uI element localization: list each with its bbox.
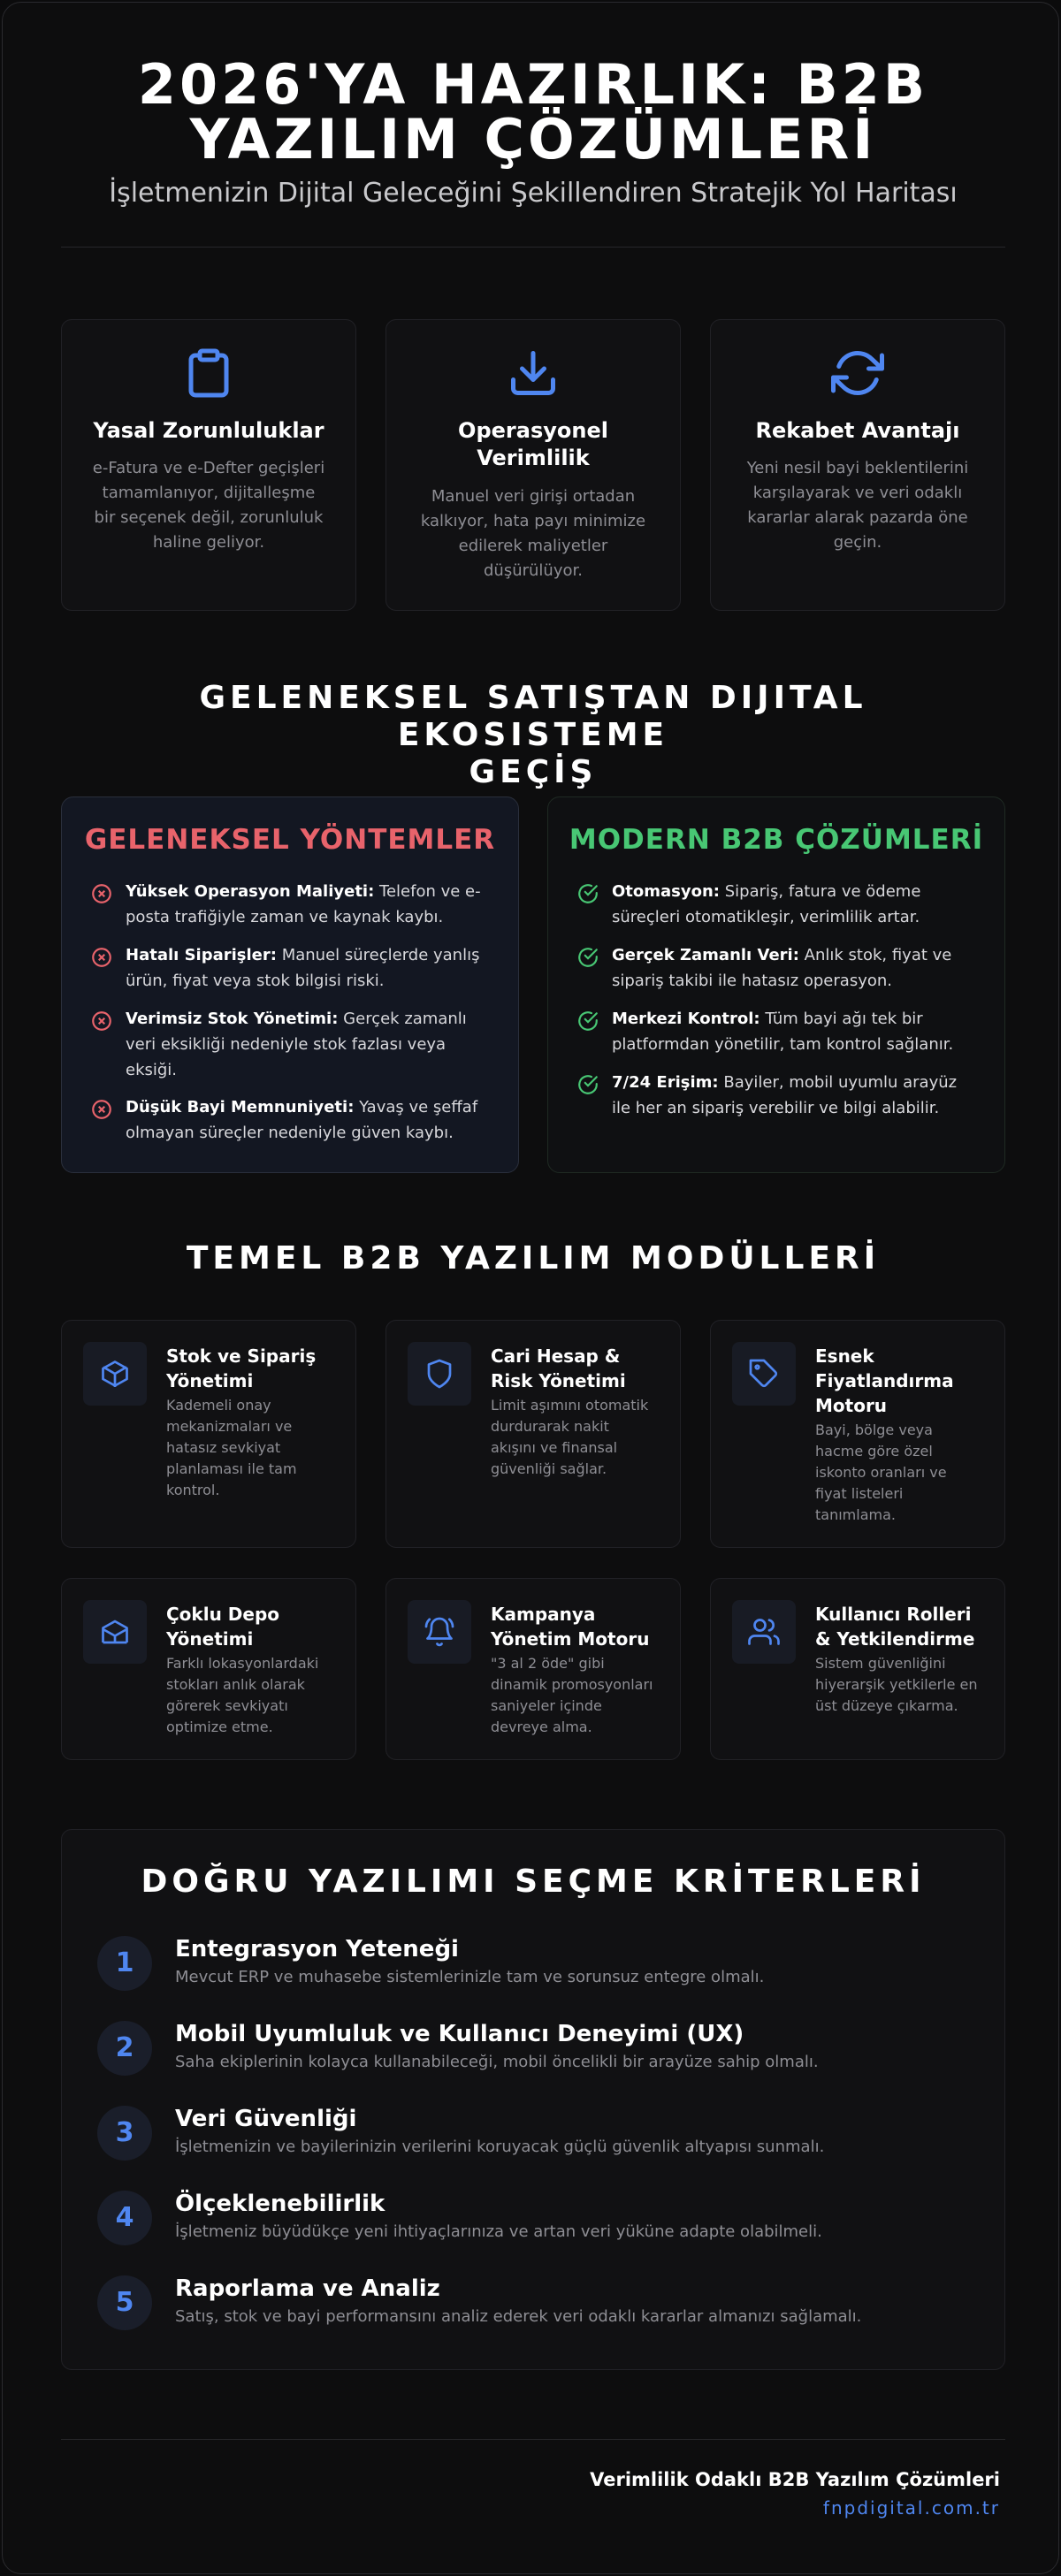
module-desc-line: kontrol. <box>166 1482 220 1498</box>
card-operational-title-line2: Verimlilik <box>477 446 590 470</box>
x-circle-icon <box>90 946 113 969</box>
tag-icon <box>748 1358 780 1390</box>
module-title-line: Stok ve Sipariş <box>166 1345 317 1367</box>
criteria-number: 3 <box>97 2106 152 2161</box>
check-circle-icon <box>576 946 599 969</box>
module-desc-line: fiyat listeleri <box>815 1485 904 1502</box>
item-text: Sipariş, fatura ve ödeme <box>724 882 921 901</box>
header-divider <box>61 247 1005 248</box>
check-circle-icon <box>576 1073 599 1096</box>
module-icon-box <box>83 1600 147 1664</box>
module-card-account <box>385 1320 681 1548</box>
item-label: 7/24 Erişim: <box>612 1073 719 1092</box>
module-icon-box <box>408 1600 471 1664</box>
item-text: ile her an sipariş verebilir ve bilgi alabilir. <box>612 1099 940 1117</box>
item-text: Manuel süreçlerde yanlış <box>281 946 480 964</box>
shield-icon <box>424 1358 455 1390</box>
card-operational-title-line1: Operasyonel <box>458 418 608 443</box>
modern-panel <box>547 796 1005 1173</box>
criteria-item-title: Entegrasyon Yeteneği <box>175 1936 459 1962</box>
page-title <box>56 52 1011 171</box>
criteria-item-title: Mobil Uyumluluk ve Kullanıcı Deneyimi (UX) <box>175 2021 744 2047</box>
x-circle-icon <box>90 1010 113 1033</box>
footer-tagline: Verimlilik Odaklı B2B Yazılım Çözümleri <box>590 2469 1000 2490</box>
page-subtitle: İşletmenizin Dijital Geleceğini Şekillendiren Stratejik Yol Haritası <box>109 178 958 209</box>
module-title <box>166 1344 338 1393</box>
module-desc <box>815 1653 985 1717</box>
module-desc-line: güvenliği sağlar. <box>491 1460 607 1477</box>
module-title-line: Motoru <box>815 1395 888 1416</box>
module-title-line: Çoklu Depo <box>166 1604 279 1625</box>
card-competition-title: Rekabet Avantajı <box>755 418 960 443</box>
card-legal <box>61 319 356 611</box>
module-desc-line: iskonto oranları ve <box>815 1464 947 1481</box>
module-card-warehouse <box>61 1578 356 1760</box>
module-desc-line: durdurarak nakit <box>491 1418 609 1435</box>
module-title <box>491 1602 662 1651</box>
module-desc-line: "3 al 2 öde" gibi <box>491 1655 605 1672</box>
page-title-line1: 2026'YA HAZIRLIK: B2B <box>137 52 929 117</box>
item-text: Yavaş ve şeffaf <box>359 1098 478 1117</box>
module-title <box>166 1602 338 1651</box>
module-title <box>815 1602 987 1651</box>
item-text: eksiği. <box>126 1061 178 1079</box>
item-text: olmayan süreçler nedeniyle güven kaybı. <box>126 1124 454 1142</box>
module-desc-line: akışını ve finansal <box>491 1439 618 1456</box>
item-text: Bayiler, mobil uyumlu arayüz <box>723 1073 958 1092</box>
module-icon-box <box>83 1342 147 1406</box>
card-operational-text: Manuel veri girişi ortadan kalkıyor, hata payı minimize edilerek maliyetler düşürülüyor. <box>420 487 646 580</box>
item-label: Düşük Bayi Memnuniyeti: <box>126 1098 355 1117</box>
item-text: sipariş takibi ile hatasız operasyon. <box>612 972 892 990</box>
module-title-line: Yönetimi <box>166 1370 254 1391</box>
transition-title-line2: GEÇİŞ <box>469 754 598 790</box>
criteria-item-desc: Mevcut ERP ve muhasebe sistemlerinizle tam ve sorunsuz entegre olmalı. <box>175 1968 765 1986</box>
footer-site-link[interactable]: fnpdigital.com.tr <box>822 2497 1000 2519</box>
bell-icon <box>424 1616 455 1648</box>
module-title-line: Esnek <box>815 1345 874 1367</box>
refresh-icon <box>831 347 884 400</box>
clipboard-icon <box>182 347 235 400</box>
module-desc-line: planlaması ile tam <box>166 1460 297 1477</box>
modern-item <box>612 1006 981 1057</box>
card-competition <box>710 319 1005 611</box>
criteria-item-desc: İşletmenizin ve bayilerinizin verilerini koruyacak güçlü güvenlik altyapısı sunmalı. <box>175 2138 825 2156</box>
footer-divider <box>61 2439 1005 2440</box>
module-title-line: Risk Yönetimi <box>491 1370 626 1391</box>
module-title-line: Kullanıcı Rolleri <box>815 1604 972 1625</box>
module-icon-box <box>732 1342 796 1406</box>
criteria-number: 5 <box>97 2275 152 2330</box>
module-card-campaign <box>385 1578 681 1760</box>
check-circle-icon <box>576 1010 599 1033</box>
module-card-pricing <box>710 1320 1005 1548</box>
module-desc-line: hatasız sevkiyat <box>166 1439 281 1456</box>
module-desc-line: devreye alma. <box>491 1719 592 1735</box>
x-circle-icon <box>90 1098 113 1121</box>
item-label: Merkezi Kontrol: <box>612 1010 760 1028</box>
traditional-item <box>126 1094 495 1146</box>
module-desc-line: saniyeler içinde <box>491 1697 602 1714</box>
module-desc-line: üst düzeye çıkarma. <box>815 1697 958 1714</box>
module-desc-line: optimize etme. <box>166 1719 273 1735</box>
module-title-line: Cari Hesap & <box>491 1345 621 1367</box>
criteria-item-title: Raporlama ve Analiz <box>175 2275 440 2302</box>
item-text: posta trafiğiyle zaman ve kaynak kaybı. <box>126 908 444 926</box>
download-icon <box>507 347 560 400</box>
module-desc-line: hiyerarşik yetkilerle en <box>815 1676 978 1693</box>
module-desc <box>166 1653 336 1738</box>
module-desc <box>815 1420 985 1526</box>
traditional-item <box>126 942 495 994</box>
modern-item <box>612 1070 981 1121</box>
module-desc-line: Farklı lokasyonlardaki <box>166 1655 319 1672</box>
item-text: Tüm bayi ağı tek bir <box>765 1010 923 1028</box>
item-text: ürün, fiyat veya stok bilgisi riski. <box>126 972 385 990</box>
module-desc-line: görerek sevkiyatı <box>166 1697 288 1714</box>
module-desc-line: tanımlama. <box>815 1506 896 1523</box>
traditional-item <box>126 1006 495 1083</box>
module-desc-line: Kademeli onay <box>166 1397 271 1414</box>
transition-section-title <box>61 680 1005 791</box>
criteria-panel <box>61 1829 1005 2370</box>
card-legal-title: Yasal Zorunluluklar <box>93 418 324 443</box>
card-legal-text: e-Fatura ve e-Defter geçişleri tamamlanıyor, dijitalleşme bir seçenek değil, zorunluluk haline geliyor. <box>92 459 325 552</box>
item-text: veri eksikliği nedeniyle stok fazlası veya <box>126 1035 447 1054</box>
criteria-item-desc: İşletmeniz büyüdükçe yeni ihtiyaçlarınıza ve artan veri yüküne adapte olabilmeli. <box>175 2222 822 2241</box>
card-operational <box>385 319 681 611</box>
item-label: Hatalı Siparişler: <box>126 946 277 964</box>
criteria-number: 4 <box>97 2191 152 2245</box>
module-title-line: Yönetim Motoru <box>491 1628 650 1650</box>
item-text: Gerçek zamanlı <box>343 1010 467 1028</box>
module-desc-line: Sistem güvenliğini <box>815 1655 946 1672</box>
module-desc-line: mekanizmaları ve <box>166 1418 293 1435</box>
module-icon-box <box>732 1600 796 1664</box>
box-icon <box>99 1358 131 1390</box>
criteria-item-title: Ölçeklenebilirlik <box>175 2191 385 2217</box>
item-text: Anlık stok, fiyat ve <box>804 946 952 964</box>
module-card-stock <box>61 1320 356 1548</box>
item-label: Verimsiz Stok Yönetimi: <box>126 1010 339 1028</box>
item-text: Telefon ve e- <box>379 882 481 901</box>
module-icon-box <box>408 1342 471 1406</box>
infographic-frame <box>2 2 1059 2574</box>
traditional-item <box>126 879 495 930</box>
module-desc-line: dinamik promosyonları <box>491 1676 653 1693</box>
modules-section-title: TEMEL B2B YAZILIM MODÜLLERİ <box>186 1240 881 1277</box>
card-competition-text: Yeni nesil bayi beklentilerini karşılayarak ve veri odaklı kararlar alarak pazarda öne geçin. <box>746 459 969 552</box>
module-desc <box>491 1395 660 1480</box>
traditional-heading: GELENEKSEL YÖNTEMLER <box>84 824 496 856</box>
module-desc-line: Bayi, bölge veya <box>815 1421 933 1438</box>
modern-heading: MODERN B2B ÇÖZÜMLERİ <box>569 824 984 856</box>
module-title <box>815 1344 987 1418</box>
module-desc <box>166 1395 336 1501</box>
module-desc <box>491 1653 660 1738</box>
item-label: Gerçek Zamanlı Veri: <box>612 946 799 964</box>
x-circle-icon <box>90 882 113 905</box>
module-title-line: Kampanya <box>491 1604 596 1625</box>
item-label: Yüksek Operasyon Maliyeti: <box>126 882 375 901</box>
item-text: platformdan yönetilir, tam kontrol sağlanır. <box>612 1035 954 1054</box>
criteria-title: DOĞRU YAZILIMI SEÇME KRİTERLERİ <box>141 1863 926 1900</box>
criteria-number: 1 <box>97 1936 152 1991</box>
module-desc-line: stokları anlık olarak <box>166 1676 305 1693</box>
item-label: Otomasyon: <box>612 882 721 901</box>
traditional-panel <box>61 796 519 1173</box>
module-card-roles <box>710 1578 1005 1760</box>
criteria-item-title: Veri Güvenliği <box>175 2106 357 2132</box>
item-text: süreçleri otomatikleşir, verimlilik artar. <box>612 908 920 926</box>
module-title-line: Fiyatlandırma <box>815 1370 954 1391</box>
module-title-line: & Yetkilendirme <box>815 1628 975 1650</box>
modern-item <box>612 942 981 994</box>
modern-item <box>612 879 981 930</box>
module-desc-line: hacme göre özel <box>815 1443 933 1459</box>
module-desc-line: Limit aşımını otomatik <box>491 1397 649 1414</box>
criteria-item-desc: Satış, stok ve bayi performansını analiz ederek veri odaklı kararlar almanızı sağlamalı. <box>175 2307 862 2326</box>
check-circle-icon <box>576 882 599 905</box>
module-title-line: Yönetimi <box>166 1628 254 1650</box>
users-icon <box>748 1616 780 1648</box>
module-title <box>491 1344 662 1393</box>
criteria-number: 2 <box>97 2021 152 2076</box>
transition-title-line1: GELENEKSEL SATIŞTAN DIJITAL EKOSISTEME <box>199 680 867 753</box>
warehouse-icon <box>99 1616 131 1648</box>
card-operational-title <box>404 417 662 472</box>
page-title-line2: YAZILIM ÇÖZÜMLERİ <box>189 107 877 171</box>
criteria-item-desc: Saha ekiplerinin kolayca kullanabileceği, mobil öncelikli bir arayüze sahip olmalı. <box>175 2053 819 2071</box>
